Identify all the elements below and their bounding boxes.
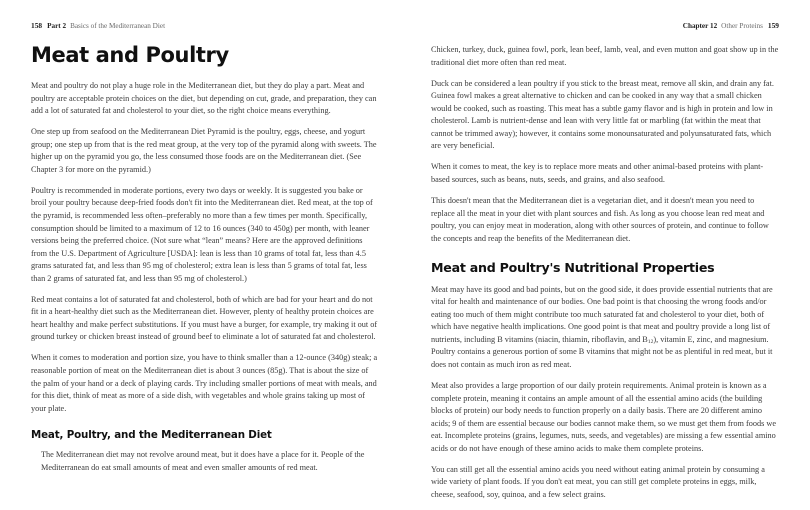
paragraph: Poultry is recommended in moderate portions, every two days or weekly. It is suggested you bake or broil your poultry because deep-fried foods don't fit into the Mediterranean diet. Red meat, at the top of the pyramid, is recommended less often–preferably no more than a few times per month. Specifically, consumption should be limited to a maximum of 12 to 16 ounces (340 to 450g) per month, with leaner versions being the preferred choice. (Not sure what “lean” means? Here are the approved definitions from the U.S. Department of Agriculture [USDA]: lean is less than 10 grams of total fat, less than 4.5 grams saturated fat, and less than 95 mg of cholesterol; extra lean is less than 5 grams of total fat, less than 2 grams of saturated fat, and less than 95 mg of cholesterol.) [31, 185, 373, 283]
paragraph: You can still get all the essential amino acids you need without eating animal protein by consuming a wide variety of plant foods. If you don't eat meat, you can still get complete proteins in eggs, milk, cheese, seafood, soy, quinoa, and a few select grains. [431, 464, 765, 499]
part-title: Basics of the Mediterranean Diet [70, 22, 166, 30]
paragraph-nutrition [431, 284, 779, 372]
section-heading: Meat and Poultry's Nutritional Properties [431, 260, 715, 276]
chapter-label: Chapter 12 [682, 22, 718, 30]
paragraph: Duck can be considered a lean poultry if you stick to the breast meat, remove all skin, and drain any fat. Guinea fowl makes a great alternative to chicken and can be cooked in any way that a small chicken would be cooked, such as roasting. This meat has a subtle gamy flavor and is high in protein and low in cholesterol. Lamb is nutrient-dense and lean with very little fat or marbling (fat within the meat that cannot be trimmed away); however, it contains some monounsaturated and polyunsaturated fats, which are very beneficial. [431, 78, 774, 151]
page-columns [31, 43, 779, 499]
left-page-column [31, 44, 379, 483]
right-page-column [431, 44, 779, 510]
paragraph: One step up from seafood on the Mediterranean Diet Pyramid is the poultry, eggs, cheese, and yogurt group; one step up from that is the red meat group, at the very top of the pyramid along with sweets. The higher up on the pyramid you go, the less consumed those foods are on the Mediterranean diet. (See Chapter 3 for more on the pyramid.) [31, 127, 377, 174]
paragraph: When it comes to meat, the key is to replace more meats and other animal-based proteins with plant-based sources, such as beans, nuts, seeds, and grains, and also seafood. [431, 162, 764, 184]
paragraph: Red meat contains a lot of saturated fat and cholesterol, both of which are bad for your heart and do not fit in a heart-healthy diet such as the Mediterranean diet. However, plenty of healthy protein choices are heart healthy and make perfect substitutions. If you must have a burger, for example, try making it out of ground turkey or chicken breast instead of ground beef to eliminate a lot of saturated fat and cholesterol. [31, 294, 378, 342]
paragraph: Meat and poultry do not play a huge role in the Mediterranean diet, but they do play a part. Meat and poultry are acceptable protein choices on the diet, but depending on cut, grade, and preparation, they can add a lot of saturated fat and cholesterol to your diet, so the right choice means everything. [31, 81, 377, 116]
paragraph-text-part2: ), vitamin E, zinc, and magnesium. Poultry contains a generous portion of some B vitamins that might not be as plentiful in red meat, but it does not contain as much iron as red meat. [431, 334, 773, 369]
paragraph: When it comes to moderation and portion size, you have to think smaller than a 12-ounce (340g) steak; a reasonable portion of meat on the Mediterranean diet is about 3 ounces (85g). That is about the size of the palm of your hand or a deck of playing cards. Try including smaller portions of meat with meals, and for this diet, think of meat as more of a side dish, with vegetables and whole grains taking up most of your plate. [31, 353, 378, 413]
paragraph-text-part1: Meat may have its good and bad points, but on the good side, it does provide essential nutrients that are vital for health and maintenance of our bodies. One bad point is that choosing the wrong foods and/or eating too much of them might contribute too much saturated fat and cholesterol to your diet, both of which have negative health implications. One good point is that meat and poultry provide a long list of nutrients, including B vitamins (niacin, thiamin, riboflavin, and B [431, 284, 773, 344]
page-number-left: 158 [31, 21, 43, 30]
page-title: Meat and Poultry [31, 43, 229, 67]
running-head-left [31, 22, 165, 30]
paragraph: The Mediterranean diet may not revolve around meat, but it does have a place for it. People of the Mediterranean do eat small amounts of meat and even smaller amounts of red meat. [41, 450, 365, 472]
paragraph: This doesn't mean that the Mediterranean diet is a vegetarian diet, and it doesn't mean you need to replace all the meat in your diet with plant sources and fish. As long as you choose lean red meat and poultry, you can enjoy meat in moderation, along with other sources of protein, and continue to follow the concepts and reap the benefits of the Mediterranean diet. [431, 195, 769, 243]
subsection-heading: Meat, Poultry, and the Mediterranean Diet [31, 429, 272, 442]
subscript-b12: 12 [647, 339, 654, 346]
running-head-right [683, 22, 779, 30]
paragraph: Meat also provides a large proportion of our daily protein requirements. Animal protein is known as a complete protein, meaning it contains an ample amount of all the essential amino acids (the building blocks of protein) our body needs to function properly on a daily basis. There are 20 different amino acids; 9 of them are essential because our bodies cannot make them, so we must get them from foods we eat. Incomplete proteins (grains, legumes, nuts, seeds, and vegetables) are missing a few essential amino acids or do not have enough of these amino acids to make them complete proteins. [431, 380, 777, 453]
part-label: Part 2 [47, 22, 67, 30]
paragraph: Chicken, turkey, duck, guinea fowl, pork, lean beef, lamb, veal, and even mutton and goat show up in the traditional diet more often than red meat. [431, 45, 779, 67]
page-number-right: 159 [767, 21, 779, 30]
chapter-title-running: Other Proteins [721, 22, 763, 30]
